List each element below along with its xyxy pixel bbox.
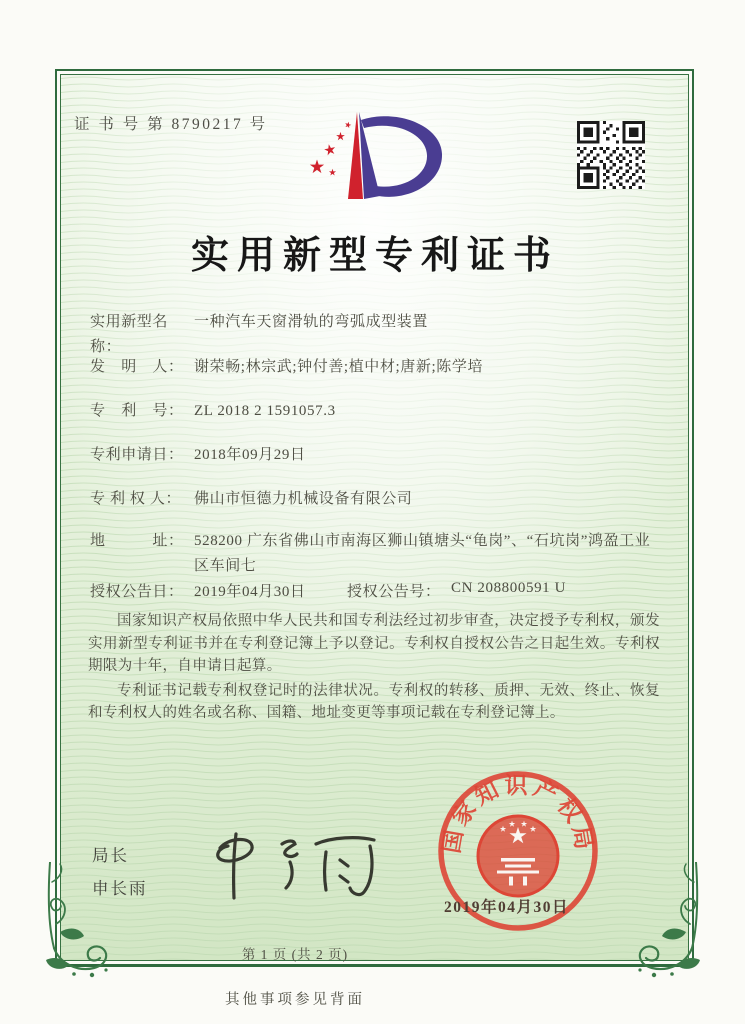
field-filing-date <box>90 443 652 468</box>
field-value: 佛山市恒德力机械设备有限公司 <box>194 491 413 507</box>
grant-number-label: 授权公告号： <box>347 584 441 600</box>
legal-paragraph-1: 国家知识产权局依照中华人民共和国专利法经过初步审查，决定授予专利权，颁发实用新型专利证书并在专利登记簿上予以登记。专利权自授权公告之日起生效。专利权期限为十年，自申请日起算。 <box>88 613 660 674</box>
field-patent-number <box>90 399 652 424</box>
director-name: 申长雨 <box>92 879 148 898</box>
field-label: 专 利 号： <box>90 403 184 419</box>
grant-date-label: 授权公告日： <box>90 584 184 600</box>
field-label: 实用新型名称： <box>90 314 169 355</box>
field-label: 专 利 权 人： <box>90 491 182 507</box>
field-value: ZL 2018 2 1591057.3 <box>194 403 336 419</box>
certificate-title: 实用新型专利证书 <box>190 235 559 277</box>
legal-text-block <box>88 610 660 725</box>
field-label: 发 明 人： <box>90 359 184 375</box>
director-signature-icon <box>198 820 403 908</box>
legal-paragraph-2: 专利证书记载专利权登记时的法律状况。专利权的转移、质押、无效、终止、恢复和专利权人的姓名或名称、国籍、地址变更等事项记载在专利登记簿上。 <box>88 682 660 721</box>
back-side-note: 其他事项参见背面 <box>225 992 365 1008</box>
seal-text: 国家知识产权局 <box>438 772 598 856</box>
field-value: 2018年09月29日 <box>194 447 306 463</box>
field-value: 528200 广东省佛山市南海区狮山镇塘头“龟岗”、“石坑岗”鸿盈工业区车间七 <box>194 533 651 574</box>
field-patent-name <box>90 310 652 360</box>
cnipa-patent-logo-icon <box>298 106 463 216</box>
grant-number-value: CN 208800591 U <box>451 580 567 596</box>
field-inventors <box>90 355 652 380</box>
grant-date-value: 2019年04月30日 <box>194 584 306 600</box>
field-grant-row <box>90 580 690 601</box>
qr-code <box>577 121 645 189</box>
seal-date: 2019年04月30日 <box>444 899 570 916</box>
page-number: 第 1 页 (共 2 页) <box>241 947 349 962</box>
field-patentee <box>90 487 652 512</box>
certificate-number: 证 书 号 第 8790217 号 <box>74 116 268 133</box>
national-emblem-icon <box>478 816 558 896</box>
field-value: 一种汽车天窗滑轨的弯弧成型装置 <box>194 314 429 330</box>
director-title: 局长 <box>92 846 129 865</box>
field-value: 谢荣畅;林宗武;钟付善;植中材;唐新;陈学培 <box>194 359 484 375</box>
field-label: 地 址： <box>90 533 184 549</box>
field-label: 专利申请日： <box>90 447 184 463</box>
field-address <box>90 529 652 579</box>
